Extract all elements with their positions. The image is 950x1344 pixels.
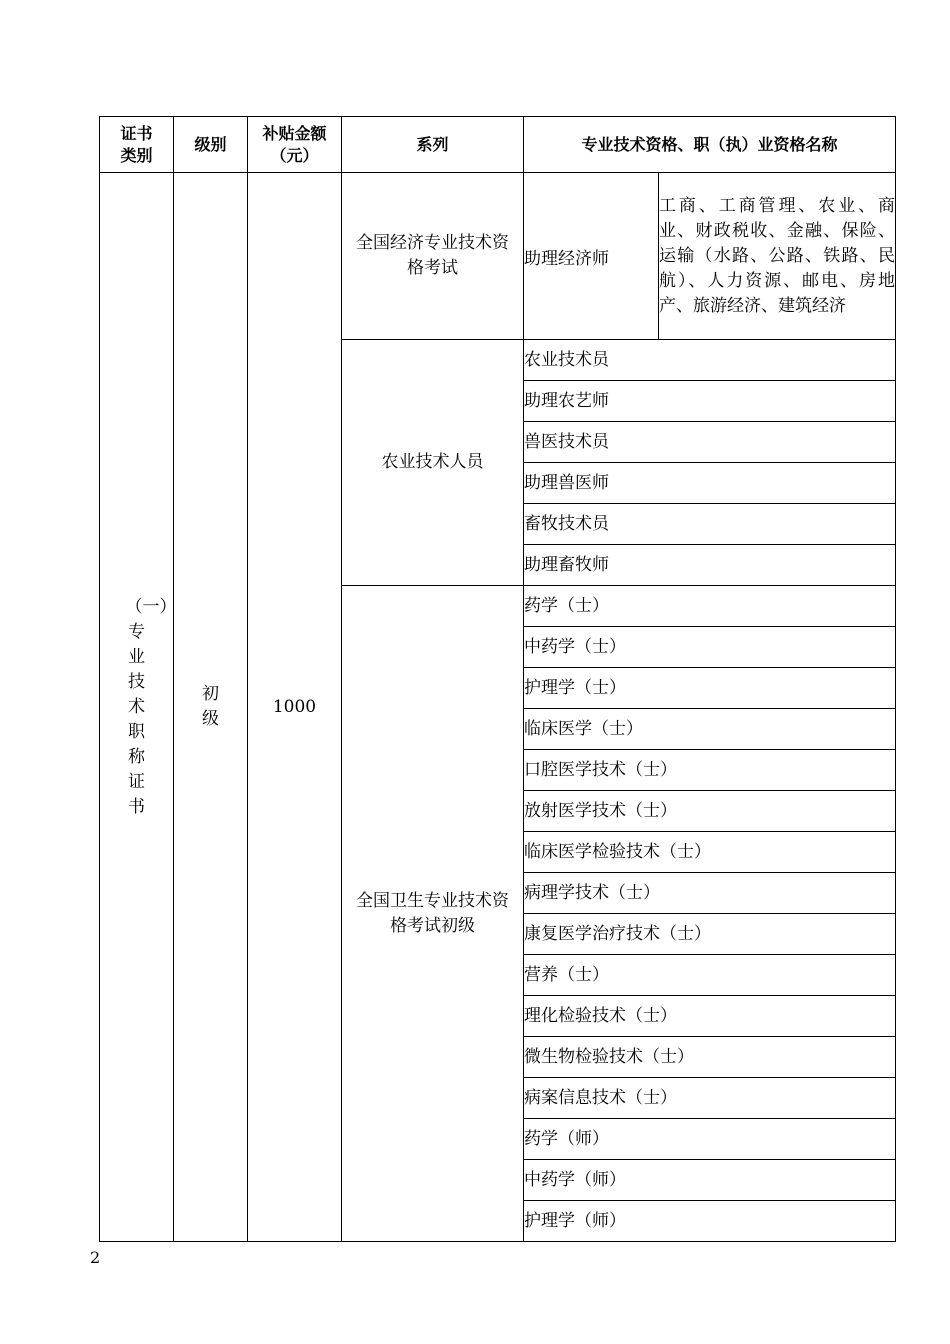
cell-series: 全国经济专业技术资格考试 (342, 173, 524, 340)
cell-qualification: 护理学（士） (524, 668, 896, 709)
cell-qualification: 助理兽医师 (524, 463, 896, 504)
table-row (100, 173, 896, 340)
cell-qualification: 临床医学（士） (524, 709, 896, 750)
cell-qualification: 助理农艺师 (524, 381, 896, 422)
cell-qualification: 康复医学治疗技术（士） (524, 914, 896, 955)
cell-qualification: 放射医学技术（士） (524, 791, 896, 832)
table-header-row (100, 117, 896, 173)
cell-qualification: 临床医学检验技术（士） (524, 832, 896, 873)
cell-cert-type: （一）专业技术职称证书 (100, 173, 174, 1242)
header-series: 系列 (342, 117, 524, 173)
cell-qualification: 理化检验技术（士） (524, 996, 896, 1037)
cell-qualification: 农业技术员 (524, 340, 896, 381)
cell-qualification: 营养（士） (524, 955, 896, 996)
cell-qualification: 中药学（师） (524, 1160, 896, 1201)
cell-level: 初级 (174, 173, 248, 1242)
cell-majors: 工商、工商管理、农业、商业、财政税收、金融、保险、运输（水路、公路、铁路、民航）、人力资源、邮电、房地产、旅游经济、建筑经济 (659, 173, 896, 340)
cell-qualification: 病案信息技术（士） (524, 1078, 896, 1119)
cell-qualification: 护理学（师） (524, 1201, 896, 1242)
page-number: 2 (90, 1248, 101, 1267)
header-names: 专业技术资格、职（执）业资格名称 (524, 117, 896, 173)
header-level: 级别 (174, 117, 248, 173)
cell-qualification: 病理学技术（士） (524, 873, 896, 914)
cell-qualification: 药学（士） (524, 586, 896, 627)
header-cert-type: 证书类别 (100, 117, 174, 173)
cell-qualification: 药学（师） (524, 1119, 896, 1160)
cell-series: 农业技术人员 (342, 340, 524, 586)
certificate-subsidy-table (99, 116, 896, 1242)
cell-subsidy: 1000 (248, 173, 342, 1242)
cell-qualification: 口腔医学技术（士） (524, 750, 896, 791)
header-subsidy: 补贴金额（元） (248, 117, 342, 173)
cell-series: 全国卫生专业技术资格考试初级 (342, 586, 524, 1242)
cell-qualification: 微生物检验技术（士） (524, 1037, 896, 1078)
cell-qualification: 中药学（士） (524, 627, 896, 668)
cell-qualification: 兽医技术员 (524, 422, 896, 463)
cell-qualification: 助理经济师 (524, 173, 659, 340)
cell-qualification: 助理畜牧师 (524, 545, 896, 586)
cell-qualification: 畜牧技术员 (524, 504, 896, 545)
